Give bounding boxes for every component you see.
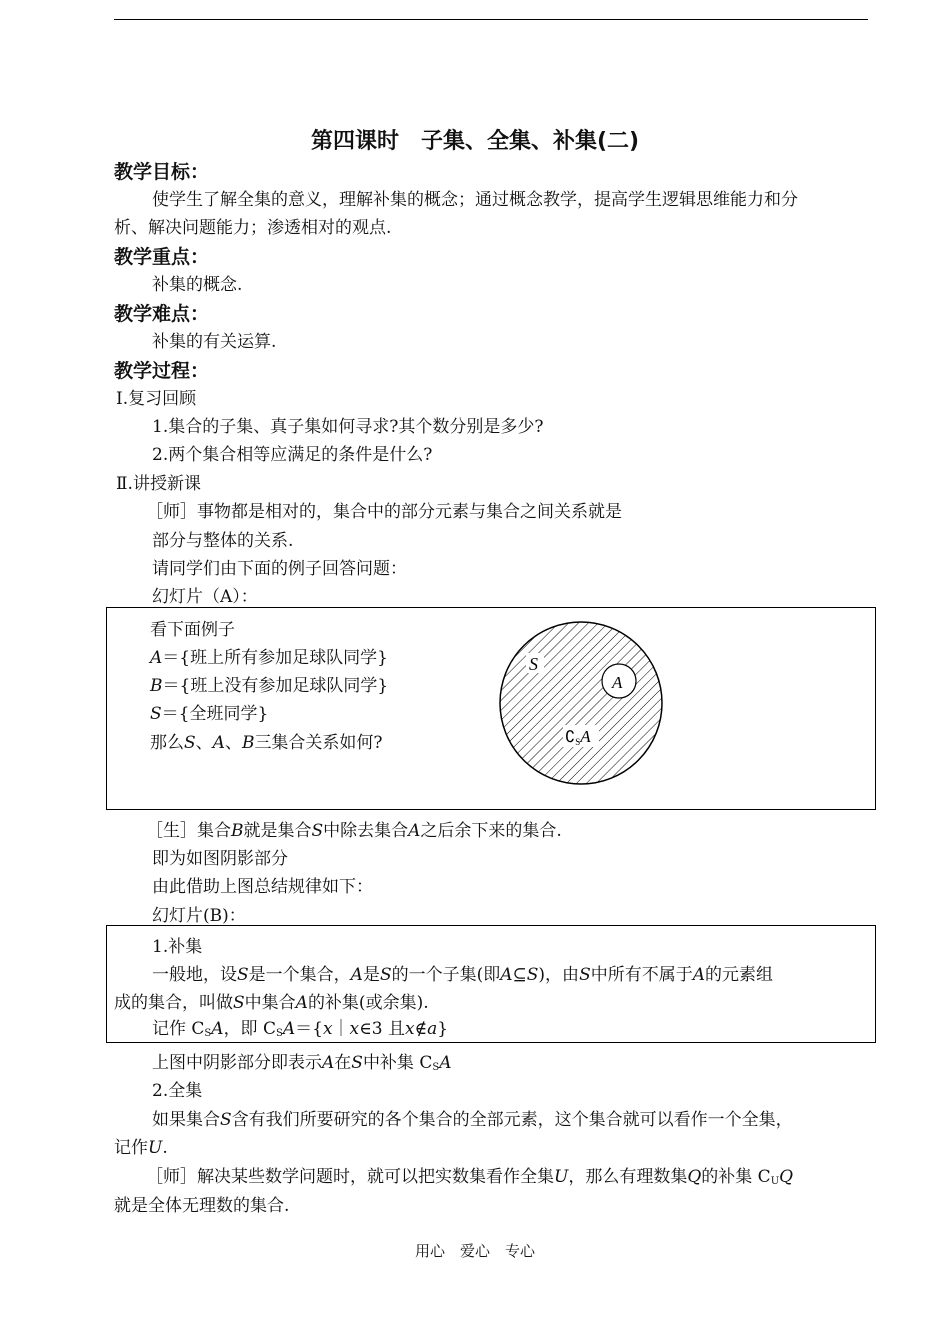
newlesson-heading: Ⅱ.讲授新课 [116, 474, 201, 494]
student-answer: ［生］集合B就是集合S中除去集合A之后余下来的集合. [146, 821, 562, 841]
label-a: A [612, 673, 623, 692]
after2-p3: 如果集合S含有我们所要研究的各个集合的全部元素，这个集合就可以看作一个全集， [152, 1110, 793, 1130]
newlesson-t1: ［师］事物都是相对的，集合中的部分元素与集合之间关系就是 [146, 502, 622, 522]
key-text: 补集的概念. [152, 275, 243, 295]
slide-b-line2: 成的集合，叫做S中集合A的补集(或余集). [114, 993, 429, 1013]
review-q2: 2.两个集合相等应满足的条件是什么? [152, 445, 433, 465]
newlesson-t4: 幻灯片（A）： [152, 587, 258, 607]
after2-p1: 上图中阴影部分即表示A在S中补集 $C_SA$ [152, 1053, 452, 1073]
slide-b-heading: 1.补集 [152, 937, 203, 957]
after-s3: 由此借助上图总结规律如下： [152, 877, 373, 897]
after2-p2: 2.全集 [152, 1081, 203, 1101]
newlesson-t2: 部分与整体的关系. [152, 531, 294, 551]
header-rule [114, 19, 868, 20]
page-title: 第四课时 子集、全集、补集(二) [310, 129, 640, 154]
page-footer: 用心 爱心 专心 [414, 1242, 535, 1260]
goal-line-2: 析、解决问题能力；渗透相对的观点. [114, 218, 392, 238]
slide-a-set-s: S＝{全班同学} [150, 704, 269, 724]
slide-b-line1: 一般地，设S是一个集合，A是S的一个子集(即A⊆S)，由S中所有不属于A的元素组 [152, 965, 773, 985]
process-heading: 教学过程： [114, 360, 210, 382]
after-s4: 幻灯片(B)： [152, 906, 246, 926]
label-complement: ∁SA [565, 727, 591, 747]
review-q1: 1.集合的子集、真子集如何寻求?其个数分别是多少? [152, 417, 544, 437]
slide-b-line3: 记作 $C_SA$，即 $C_SA=\{x|x\in 3$ 且x∉a} [152, 1019, 449, 1039]
after-s2: 即为如图阴影部分 [152, 849, 288, 869]
after2-p4: 记作U. [114, 1138, 168, 1158]
key-heading: 教学重点： [114, 246, 210, 268]
difficulty-text: 补集的有关运算. [152, 332, 277, 352]
review-heading: Ⅰ.复习回顾 [116, 389, 197, 409]
slide-a-question: 那么S、A、B三集合关系如何? [150, 733, 383, 753]
slide-a-intro: 看下面例子 [150, 620, 235, 640]
venn-diagram [495, 617, 667, 789]
goal-heading: 教学目标： [114, 161, 210, 183]
label-s: S [529, 654, 538, 674]
goal-line-1: 使学生了解全集的意义，理解补集的概念；通过概念教学，提高学生逻辑思维能力和分 [152, 190, 798, 210]
newlesson-t3: 请同学们由下面的例子回答问题： [152, 559, 407, 579]
slide-a-set-a: A＝{班上所有参加足球队同学} [150, 648, 388, 668]
difficulty-heading: 教学难点： [114, 303, 210, 325]
slide-a-set-b: B＝{班上没有参加足球队同学} [150, 676, 389, 696]
after2-p5: ［师］解决某些数学问题时，就可以把实数集看作全集U，那么有理数集Q的补集 $C_UQ$ [146, 1167, 794, 1187]
set-s-circle [500, 622, 662, 784]
after2-p6: 就是全体无理数的集合. [114, 1196, 290, 1216]
